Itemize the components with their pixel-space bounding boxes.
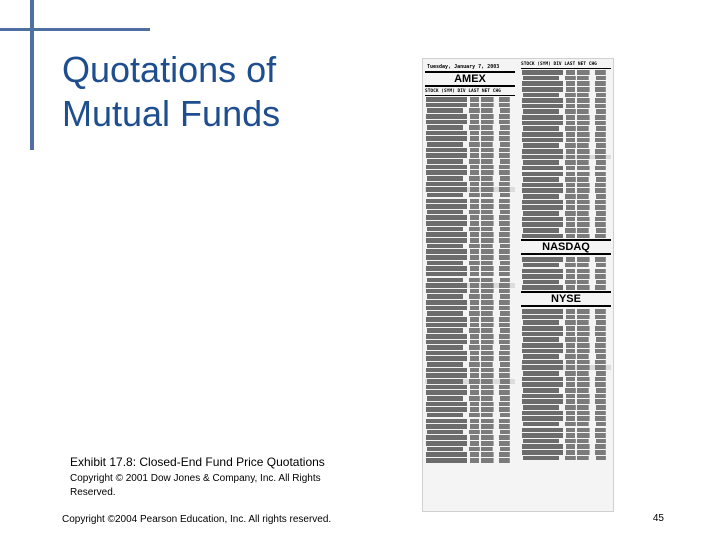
- quote-row: [521, 205, 611, 210]
- quote-row: [425, 430, 515, 435]
- quote-row: [425, 266, 515, 271]
- quote-row: [521, 337, 611, 342]
- quote-row: [425, 170, 515, 175]
- quote-row: [425, 215, 515, 220]
- quote-row: [521, 93, 611, 98]
- quote-row: [521, 143, 611, 148]
- quote-row: [425, 447, 515, 452]
- quote-row: [425, 103, 515, 108]
- quote-row: [521, 388, 611, 393]
- quote-row: [521, 332, 611, 337]
- quote-row: [521, 200, 611, 205]
- quote-row: [521, 149, 611, 154]
- quote-row: [521, 456, 611, 461]
- quote-row: [425, 159, 515, 164]
- quote-row: [425, 97, 515, 102]
- slide-title: [62, 48, 382, 136]
- quote-row: [425, 278, 515, 283]
- quote-row: [425, 379, 515, 384]
- quote-row: [521, 280, 611, 285]
- accent-horizontal-bar: [0, 28, 150, 31]
- quote-row: [425, 125, 515, 130]
- quote-row: [521, 211, 611, 216]
- quote-row: [521, 222, 611, 227]
- quote-row: [521, 428, 611, 433]
- quote-row: [521, 405, 611, 410]
- quote-row: [425, 238, 515, 243]
- quote-row: [425, 120, 515, 125]
- quote-row: [521, 160, 611, 165]
- quote-row: [425, 176, 515, 181]
- quote-row: [521, 439, 611, 444]
- quote-row: [425, 255, 515, 260]
- quote-row: [521, 126, 611, 131]
- quote-row: [521, 228, 611, 233]
- quote-row: [425, 317, 515, 322]
- quote-row: [425, 142, 515, 147]
- quote-row: [425, 289, 515, 294]
- quote-row: [425, 244, 515, 249]
- quote-row: [425, 300, 515, 305]
- quote-row: [425, 396, 515, 401]
- quote-row: [521, 177, 611, 182]
- quote-row: [425, 435, 515, 440]
- quote-row: [425, 351, 515, 356]
- quote-row: [425, 187, 515, 192]
- quote-row: [425, 283, 515, 288]
- slide-title-line-1: Quotations of: [62, 49, 277, 90]
- quote-row: [425, 136, 515, 141]
- quote-row: [425, 334, 515, 339]
- quote-row: [425, 458, 515, 463]
- quote-row: [521, 274, 611, 279]
- column-header-left: STOCK (SYM) DIV LAST NET CHG: [425, 89, 515, 96]
- quote-row: [521, 188, 611, 193]
- quote-row: [425, 153, 515, 158]
- quote-row: [425, 294, 515, 299]
- quote-row: [521, 411, 611, 416]
- quote-row: [521, 433, 611, 438]
- quote-row: [521, 217, 611, 222]
- quote-row: [521, 416, 611, 421]
- quote-row: [521, 115, 611, 120]
- quote-row: [425, 261, 515, 266]
- quote-row: [521, 109, 611, 114]
- quote-row: [521, 320, 611, 325]
- quote-row: [425, 227, 515, 232]
- quote-row: [425, 345, 515, 350]
- quote-rows-right-bottom: [521, 309, 611, 460]
- quote-row: [425, 221, 515, 226]
- quote-row: [521, 371, 611, 376]
- quote-row: [425, 249, 515, 254]
- quote-row: [521, 422, 611, 427]
- quote-rows-right-top: [521, 70, 611, 238]
- quote-row: [521, 194, 611, 199]
- quote-row: [425, 368, 515, 373]
- quote-row: [521, 399, 611, 404]
- quote-rows-left: [425, 97, 515, 463]
- quote-row: [521, 166, 611, 171]
- quote-row: [425, 328, 515, 333]
- quote-row: [425, 199, 515, 204]
- quote-row: [521, 81, 611, 86]
- quote-row: [521, 132, 611, 137]
- quote-row: [521, 87, 611, 92]
- quote-row: [521, 70, 611, 75]
- quote-row: [425, 232, 515, 237]
- quote-row: [425, 424, 515, 429]
- exhibit-caption: Exhibit 17.8: Closed-End Fund Price Quotations: [70, 455, 325, 469]
- quote-row: [425, 148, 515, 153]
- exchange-header-amex: AMEX: [425, 71, 515, 87]
- quote-row: [425, 272, 515, 277]
- quote-row: [521, 394, 611, 399]
- quote-row: [425, 385, 515, 390]
- quote-row: [521, 360, 611, 365]
- quote-rows-right-middle: [521, 257, 611, 290]
- quote-row: [425, 441, 515, 446]
- quote-row: [521, 172, 611, 177]
- exchange-header-nyse: NYSE: [521, 291, 611, 307]
- quote-row: [425, 373, 515, 378]
- quote-row: [521, 450, 611, 455]
- quote-row: [521, 343, 611, 348]
- quote-row: [425, 419, 515, 424]
- exchange-header-nasdaq: NASDAQ: [521, 239, 611, 255]
- quote-row: [425, 356, 515, 361]
- quote-row: [521, 76, 611, 81]
- quote-row: [425, 311, 515, 316]
- quote-row: [521, 155, 611, 160]
- quote-row: [521, 138, 611, 143]
- quote-row: [521, 121, 611, 126]
- accent-vertical-bar: [30, 0, 34, 150]
- quote-row: [425, 193, 515, 198]
- newspaper-clipping: [422, 58, 614, 512]
- quote-row: [521, 104, 611, 109]
- quote-row: [521, 263, 611, 268]
- quote-row: [425, 108, 515, 113]
- quote-row: [425, 210, 515, 215]
- quote-row: [521, 234, 611, 239]
- page-number: 45: [652, 513, 664, 524]
- image-copyright: Copyright © 2001 Dow Jones & Company, Inc. All Rights Reserved.: [70, 473, 321, 498]
- slide-footer: Copyright ©2004 Pearson Education, Inc. All rights reserved.: [62, 514, 332, 525]
- slide-title-line-2: Mutual Funds: [62, 93, 281, 134]
- column-header-right: STOCK (SYM) DIV LAST NET CHG: [521, 62, 611, 69]
- clipping-right-column: [521, 62, 611, 461]
- quote-row: [425, 407, 515, 412]
- quote-row: [425, 131, 515, 136]
- quote-row: [521, 309, 611, 314]
- quote-row: [425, 323, 515, 328]
- quote-row: [521, 326, 611, 331]
- quote-row: [521, 269, 611, 274]
- quote-row: [521, 354, 611, 359]
- clipping-date: Tuesday, January 7, 2003: [427, 64, 500, 70]
- quote-row: [521, 444, 611, 449]
- quote-row: [521, 382, 611, 387]
- quote-row: [425, 306, 515, 311]
- quote-row: [425, 340, 515, 345]
- quote-row: [521, 377, 611, 382]
- quote-row: [521, 257, 611, 262]
- quote-row: [521, 98, 611, 103]
- quote-row: [521, 349, 611, 354]
- quote-row: [425, 402, 515, 407]
- quote-row: [425, 165, 515, 170]
- quote-row: [425, 182, 515, 187]
- quote-row: [425, 362, 515, 367]
- quote-row: [521, 285, 611, 290]
- quote-row: [521, 365, 611, 370]
- quote-row: [521, 183, 611, 188]
- quote-row: [521, 315, 611, 320]
- quote-row: [425, 114, 515, 119]
- clipping-left-column: [425, 70, 515, 464]
- quote-row: [425, 204, 515, 209]
- quote-row: [425, 452, 515, 457]
- quote-row: [425, 413, 515, 418]
- quote-row: [425, 390, 515, 395]
